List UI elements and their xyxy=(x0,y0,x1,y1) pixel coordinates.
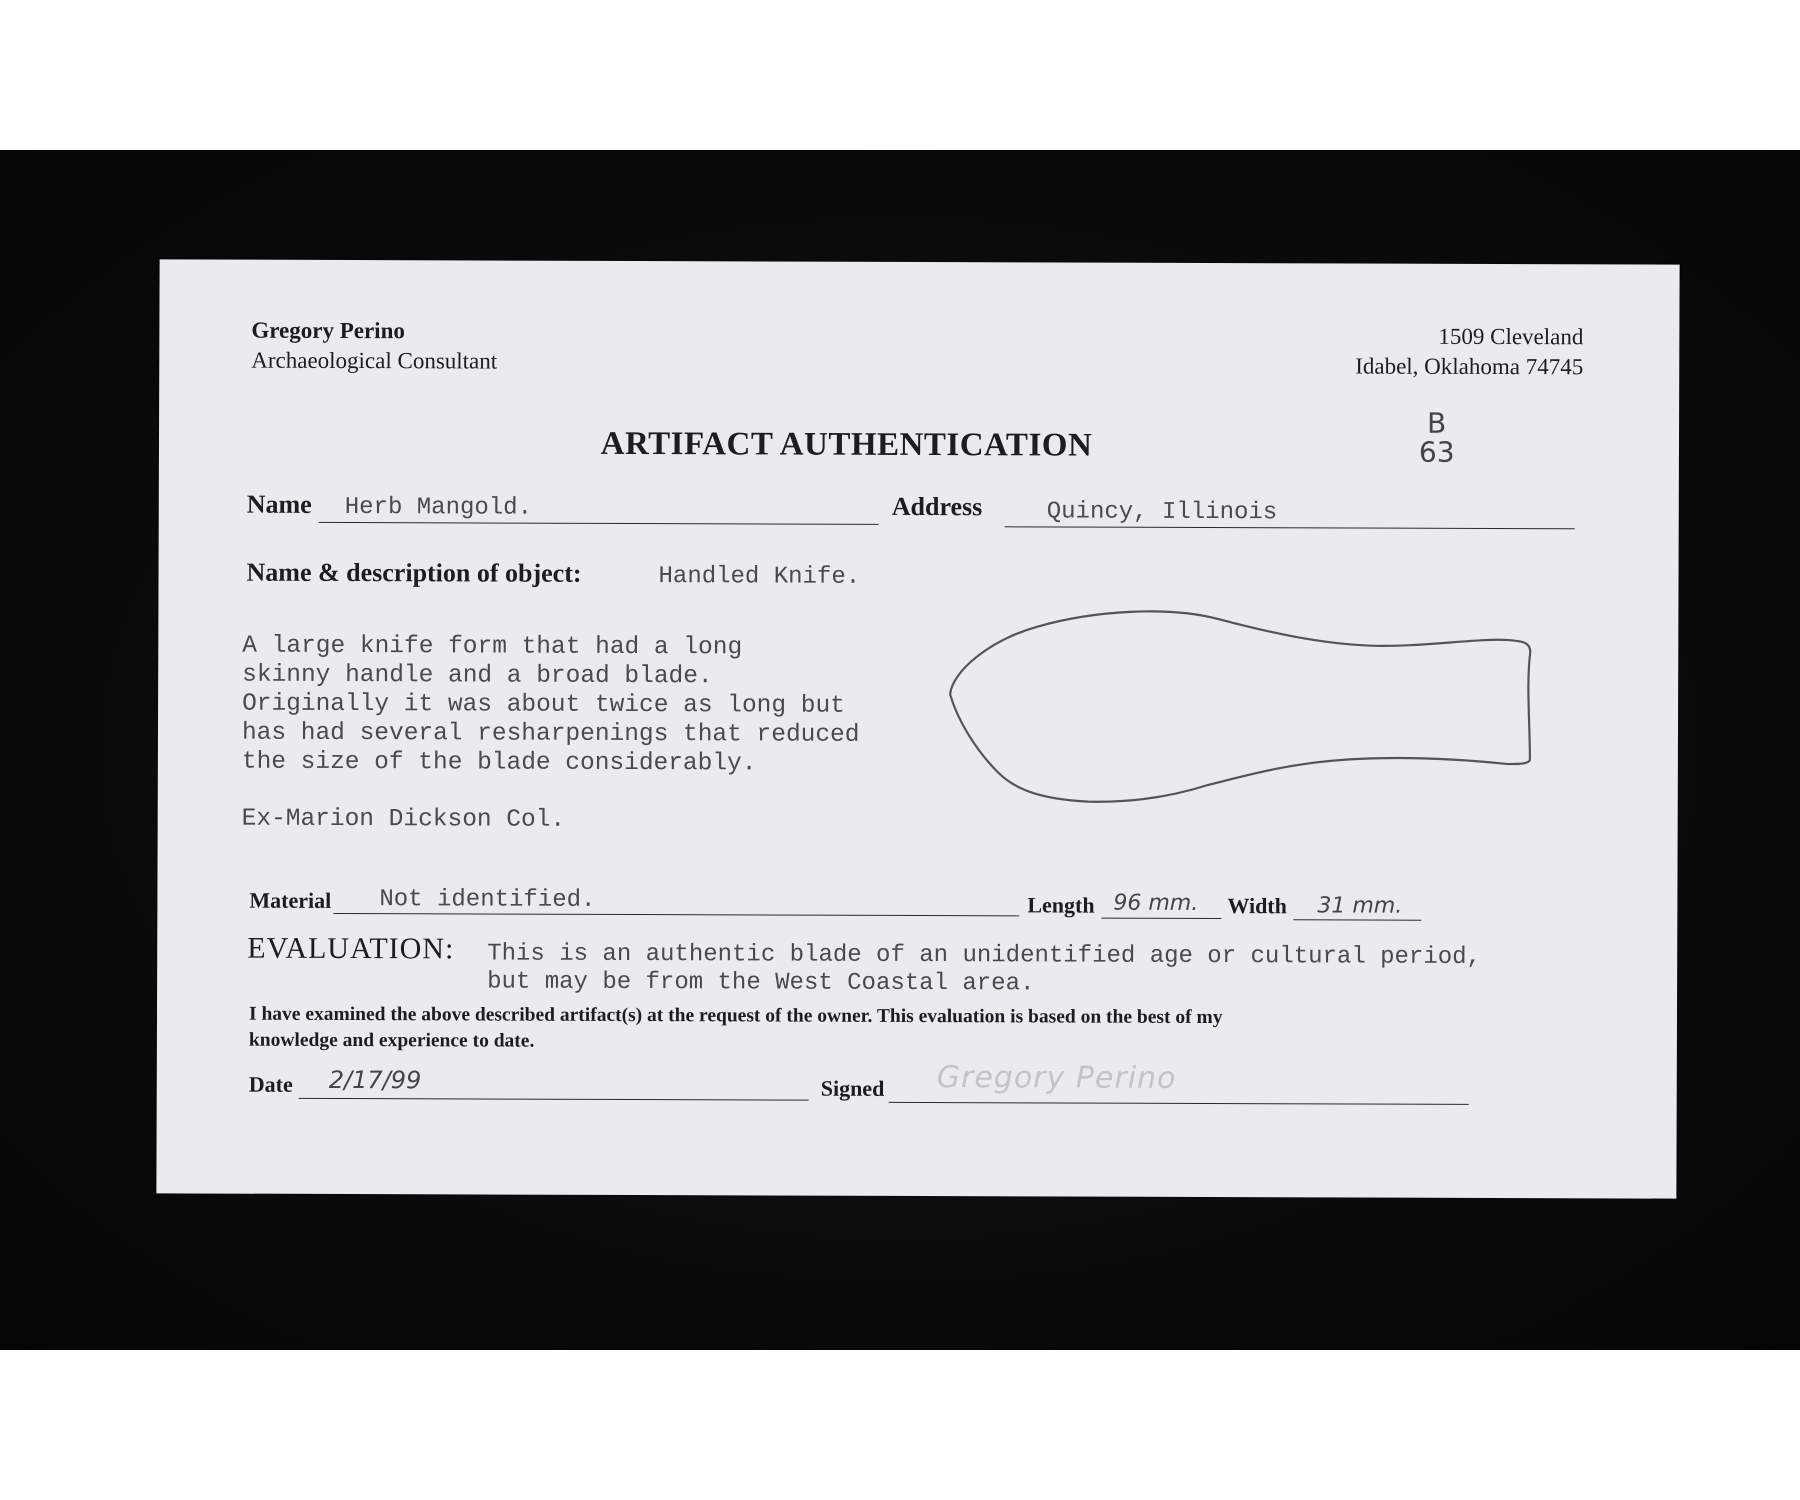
evaluation-text-line-2: but may be from the West Coastal area. xyxy=(487,968,1035,998)
description-line: the size of the blade considerably. xyxy=(241,748,757,778)
address-label: Address xyxy=(891,491,983,522)
length-label: Length xyxy=(1027,892,1095,918)
width-underline xyxy=(1293,919,1421,920)
address-value: Quincy, Illinois xyxy=(1046,498,1278,527)
signature-underline xyxy=(889,1102,1469,1105)
address-line-2: Idabel, Oklahoma 74745 xyxy=(1355,353,1584,380)
name-label: Name xyxy=(246,489,312,519)
name-value: Herb Mangold. xyxy=(344,493,533,522)
date-underline xyxy=(299,1098,809,1101)
statement-line-1: I have examined the above described artifact(s) at the request of the owner. This evaluation is based on the best of my xyxy=(248,1003,1223,1029)
date-value: 2/17/99 xyxy=(328,1065,422,1095)
length-value: 96 mm. xyxy=(1113,890,1199,916)
address-line-1: 1509 Cleveland xyxy=(1438,323,1584,350)
authentication-card xyxy=(156,259,1679,1198)
material-underline xyxy=(333,913,1019,916)
description-line: skinny handle and a broad blade. xyxy=(242,661,713,691)
catalog-note-line-2: 63 xyxy=(1418,435,1455,469)
material-value: Not identified. xyxy=(379,886,596,914)
signature: Gregory Perino xyxy=(936,1060,1177,1096)
description-line: A large knife form that had a long xyxy=(242,632,743,662)
artifact-outline-drawing xyxy=(918,602,1579,834)
object-value: Handled Knife. xyxy=(658,563,861,591)
object-label: Name & description of object: xyxy=(246,557,582,588)
description-line: has had several resharpenings that reduced xyxy=(241,719,860,749)
width-value: 31 mm. xyxy=(1317,893,1403,919)
material-label: Material xyxy=(249,887,332,913)
statement-line-2: knowledge and experience to date. xyxy=(248,1029,535,1052)
provenance: Ex-Marion Dickson Col. xyxy=(241,805,566,834)
evaluation-label: EVALUATION: xyxy=(247,931,455,966)
address-underline xyxy=(1005,526,1575,529)
consultant-name: Gregory Perino xyxy=(251,317,405,344)
consultant-title: Archaeological Consultant xyxy=(251,347,498,374)
date-label: Date xyxy=(248,1071,293,1097)
width-label: Width xyxy=(1227,893,1287,919)
catalog-note-line-1: B xyxy=(1427,406,1447,440)
signed-label: Signed xyxy=(820,1075,885,1101)
description-line: Originally it was about twice as long but xyxy=(242,690,845,720)
length-underline xyxy=(1101,918,1221,919)
name-underline xyxy=(319,522,879,525)
document-title: ARTIFACT AUTHENTICATION xyxy=(600,425,1093,464)
evaluation-text-line-1: This is an authentic blade of an unidentified age or cultural period, xyxy=(487,940,1482,971)
